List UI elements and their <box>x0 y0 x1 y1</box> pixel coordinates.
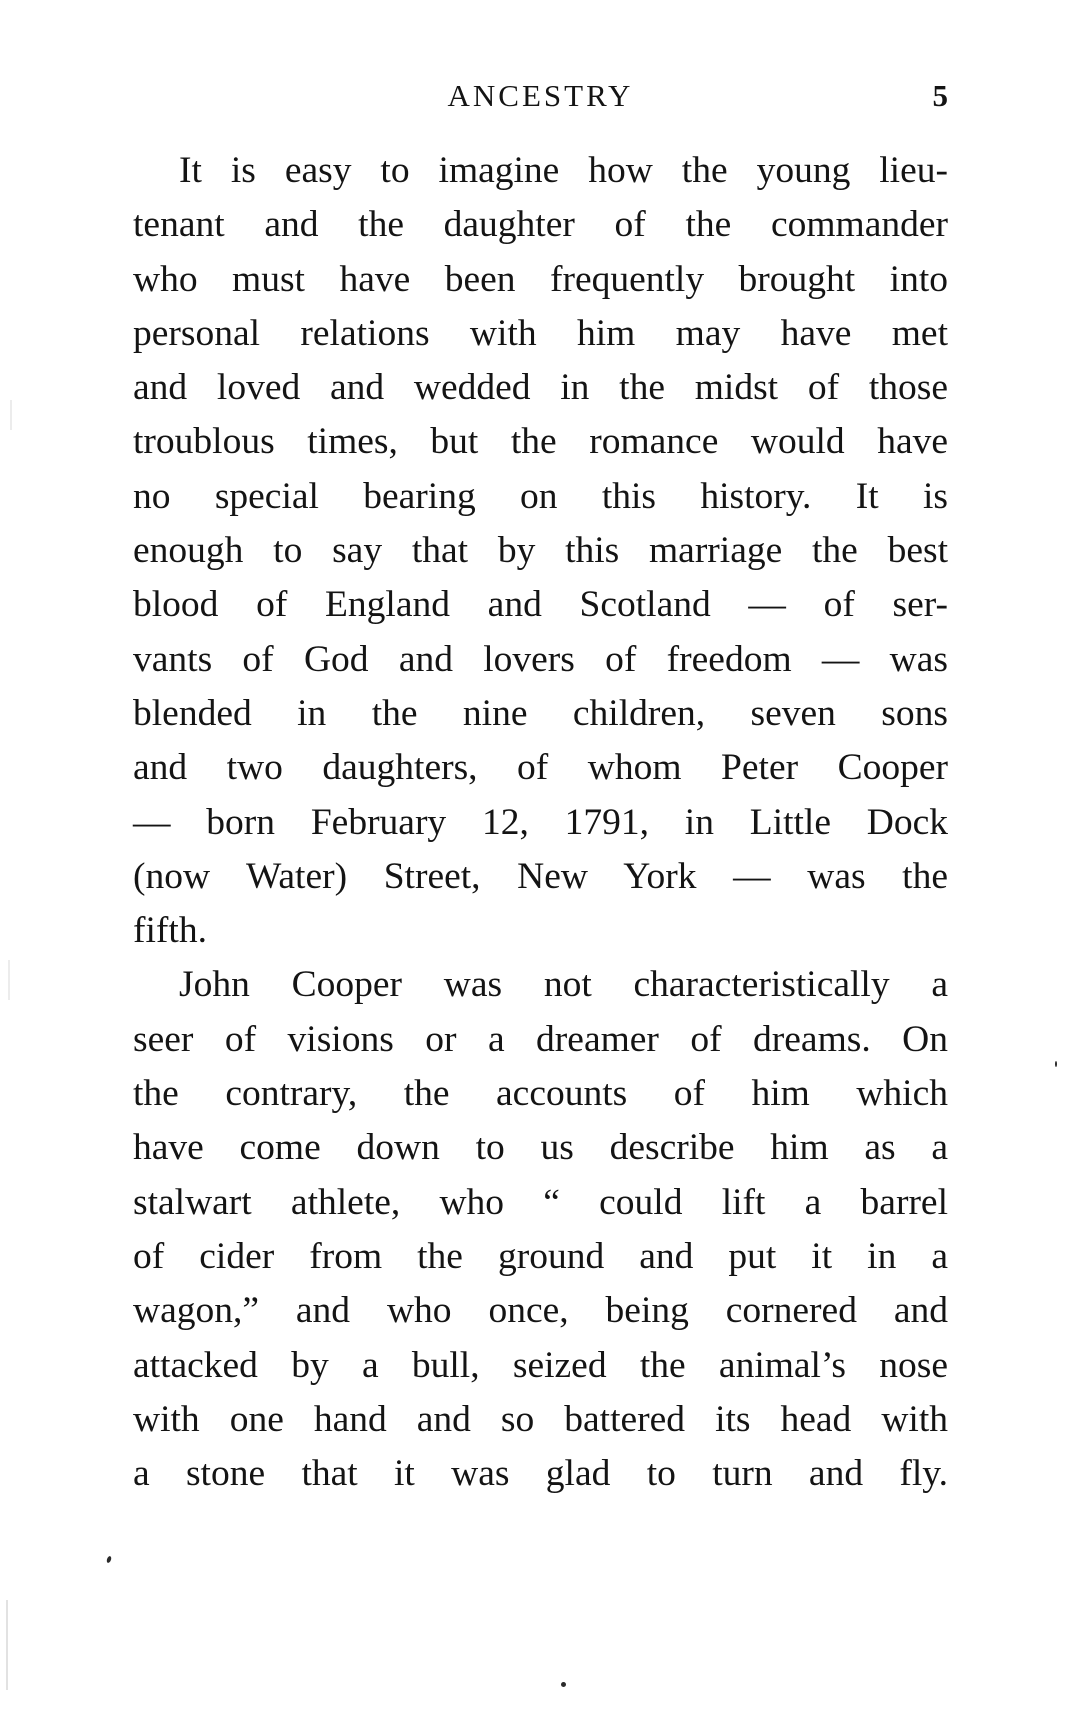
paragraph-1 <box>133 144 948 958</box>
text-line: with one hand and so battered its head with <box>133 1398 948 1440</box>
body-text <box>133 144 948 1501</box>
text-line: and two daughters, of whom Peter Cooper <box>133 747 948 789</box>
ink-speck <box>1055 1061 1057 1067</box>
scan-edge-artifact <box>10 400 12 430</box>
scan-edge-artifact <box>6 1600 8 1690</box>
text-line: John Cooper was not characteristically a <box>179 964 948 1006</box>
text-line: troublous times, but the romance would have <box>133 421 948 463</box>
text-line: the contrary, the accounts of him which <box>133 1073 948 1115</box>
text-line: tenant and the daughter of the commander <box>133 204 948 246</box>
page-number: 5 <box>932 78 948 113</box>
text-line: vants of God and lovers of freedom — was <box>133 638 948 680</box>
text-line: seer of visions or a dreamer of dreams. On <box>133 1018 948 1060</box>
text-line: a stone that it was glad to turn and fly. <box>133 1453 948 1495</box>
text-line: (now Water) Street, New York — was the <box>133 855 948 897</box>
text-line: who must have been frequently brought into <box>133 258 948 300</box>
running-title: ANCESTRY <box>447 78 634 113</box>
text-line: and loved and wedded in the midst of those <box>133 367 948 409</box>
text-line: blended in the nine children, seven sons <box>133 692 948 734</box>
ink-speck <box>106 1556 112 1564</box>
text-line: wagon,” and who once, being cornered and <box>133 1290 948 1332</box>
text-line: no special bearing on this history. It is <box>133 475 948 517</box>
scan-edge-artifact <box>8 960 10 1000</box>
text-line: blood of England and Scotland — of ser- <box>133 584 948 626</box>
text-line: fifth. <box>133 910 207 952</box>
text-line: personal relations with him may have met <box>133 312 948 354</box>
text-line: have come down to us describe him as a <box>133 1127 948 1169</box>
text-line: of cider from the ground and put it in a <box>133 1235 948 1277</box>
text-line: attacked by a bull, seized the animal’s nose <box>133 1344 948 1386</box>
paragraph-2 <box>133 958 948 1501</box>
text-line: It is easy to imagine how the young lieu- <box>179 150 948 191</box>
ink-speck <box>561 1682 566 1687</box>
text-line: — born February 12, 1791, in Little Dock <box>133 801 948 843</box>
running-head <box>133 78 948 122</box>
text-line: stalwart athlete, who “ could lift a barrel <box>133 1181 948 1223</box>
text-line: enough to say that by this marriage the best <box>133 530 948 572</box>
